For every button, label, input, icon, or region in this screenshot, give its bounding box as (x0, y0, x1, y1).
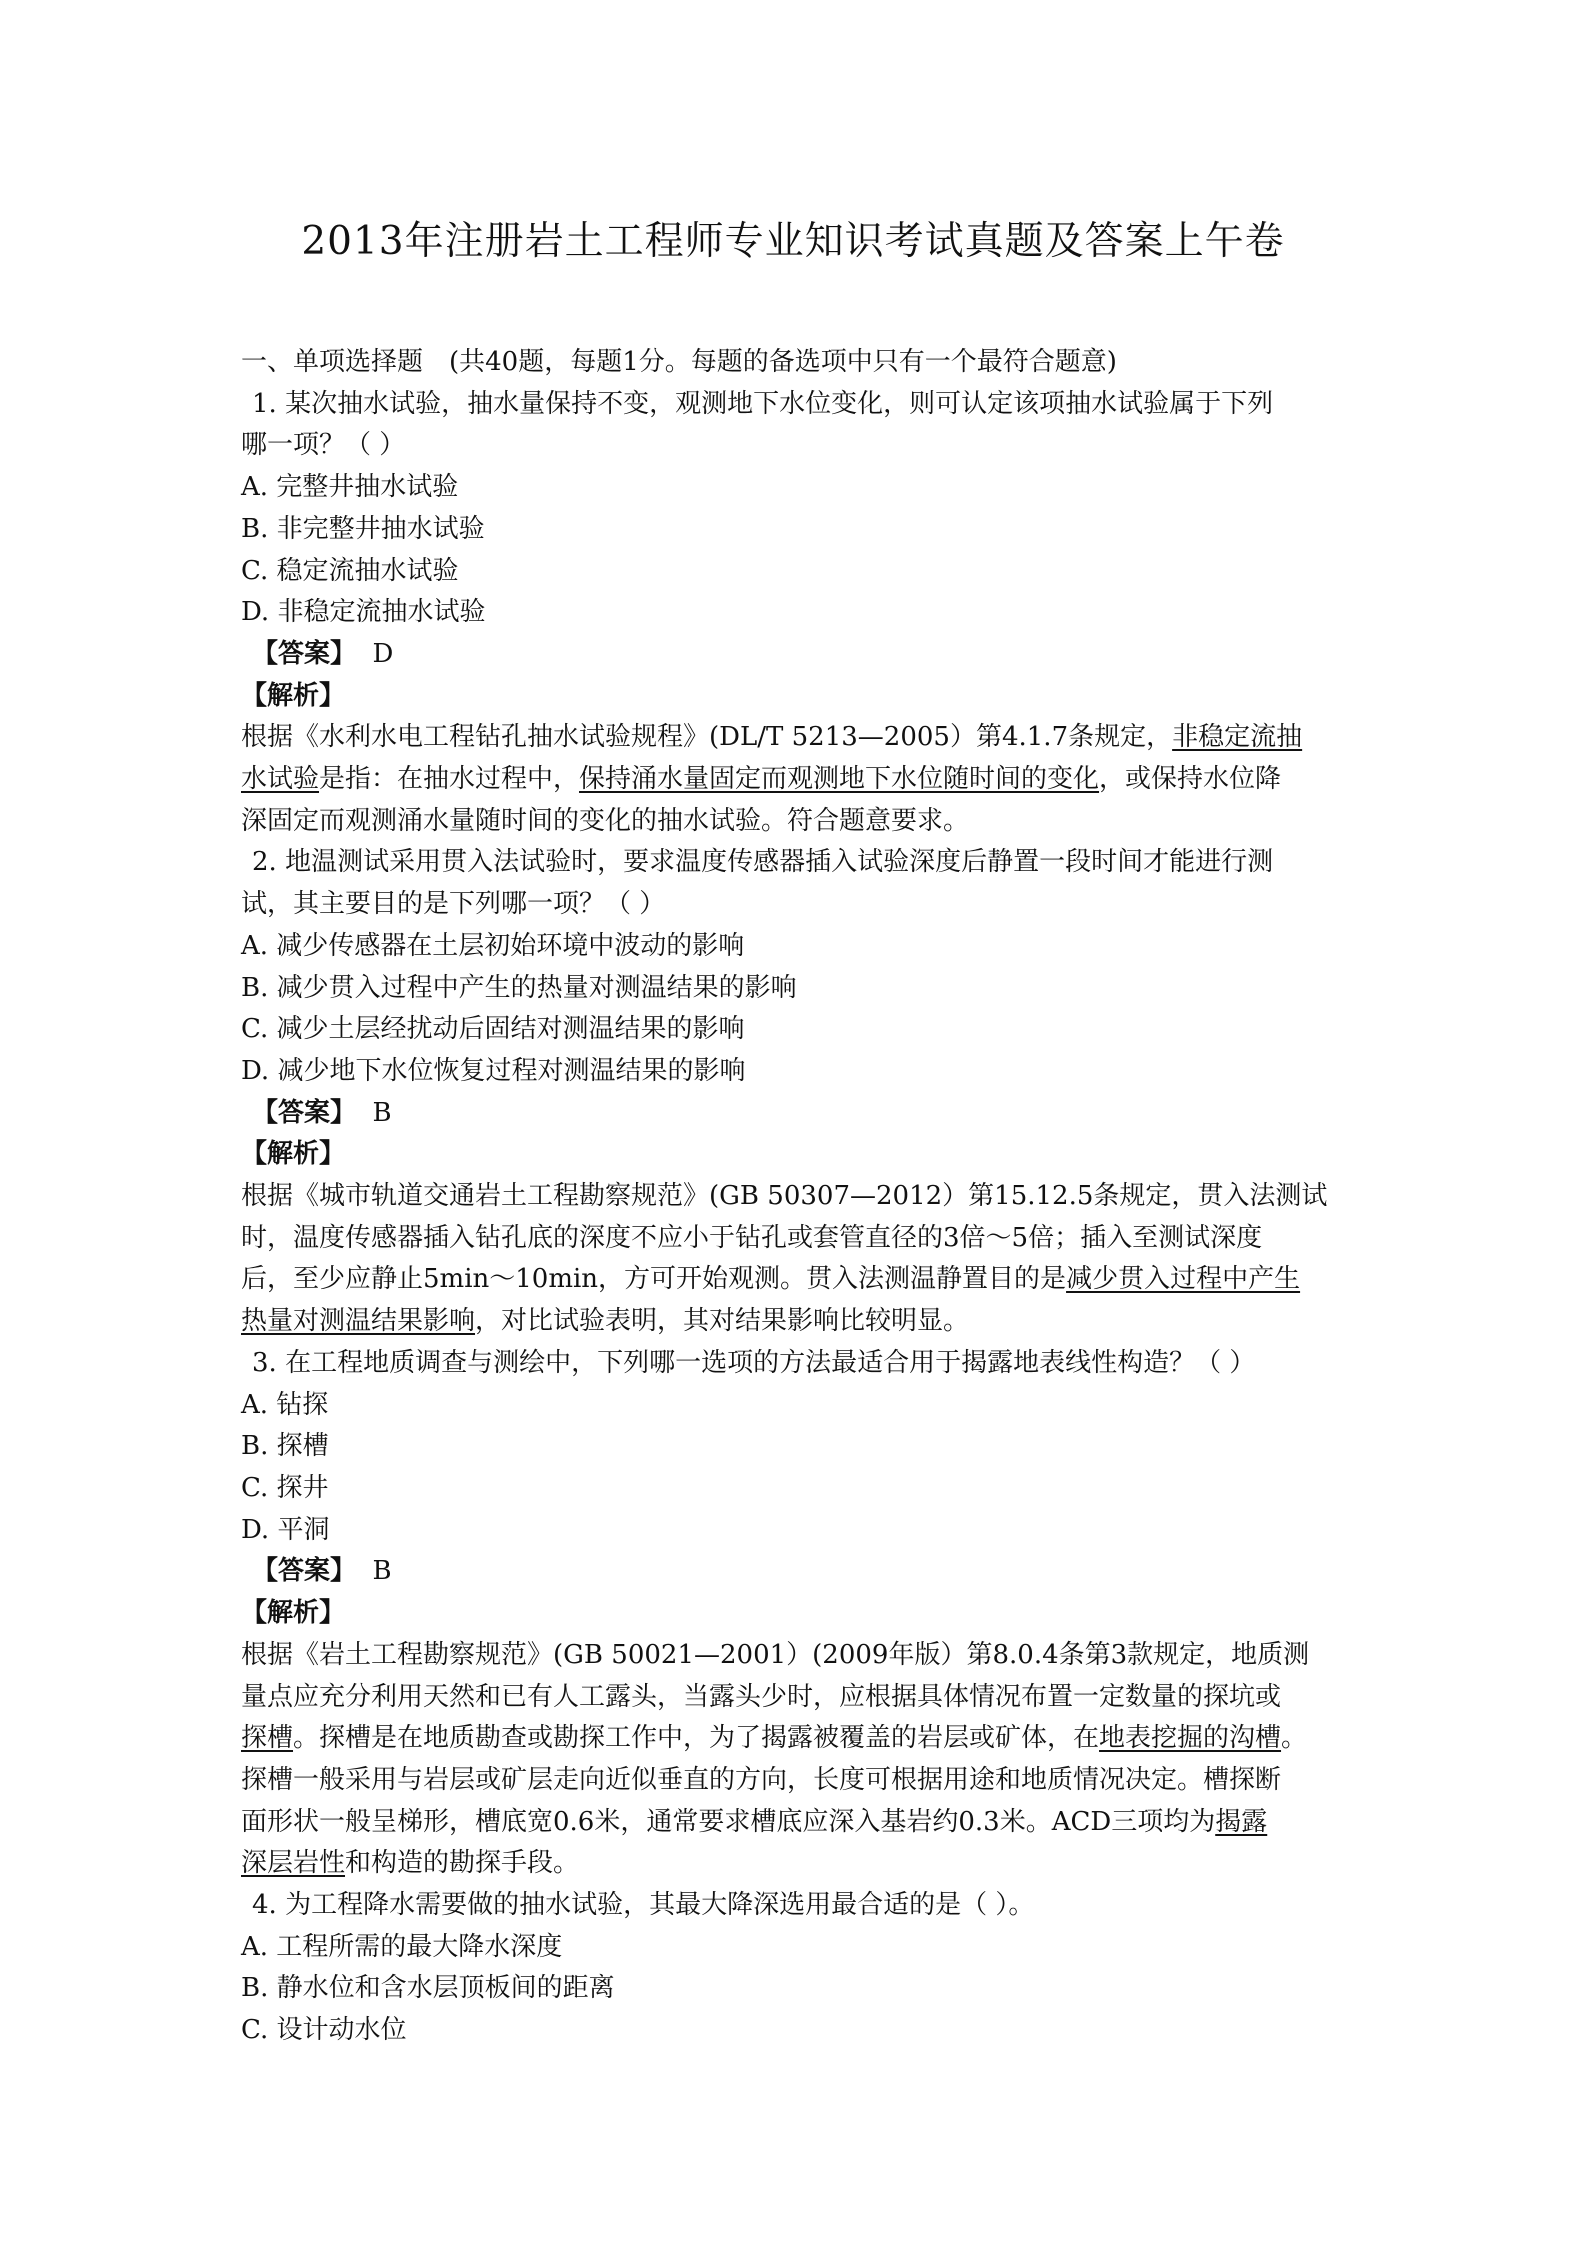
q3-analysis-line1: 根据《岩土工程勘察规范》(GB 50021—2001）(2009年版）第8.0.4条第3款规定，地质测 (241, 1639, 1310, 1670)
answer-label: 【答案】 (252, 1556, 357, 1587)
q3-analysis-line3 (241, 1718, 1351, 1760)
underlined-text: 水试验 (241, 764, 320, 795)
q2-option-d: D. 减少地下水位恢复过程对测温结果的影响 (241, 1055, 746, 1086)
answer-label: 【答案】 (252, 638, 357, 669)
q1-analysis-line3: 深固定而观测涌水量随时间的变化的抽水试验。符合题意要求。 (241, 805, 970, 836)
text-span: 是指：在抽水过程中， (319, 764, 580, 795)
q1-stem-line2: 哪一项？（ ） (241, 430, 406, 461)
q3-analysis-label: 【解析】 (241, 1598, 346, 1629)
q2-analysis-line4 (241, 1301, 1351, 1343)
q2-stem-line1: 2. 地温测试采用贯入法试验时，要求温度传感器插入试验深度后静置一段时间才能进行测 (252, 847, 1274, 878)
underlined-text: 减少贯入过程中产生 (1066, 1264, 1301, 1295)
page-title: 2013年注册岩土工程师专业知识考试真题及答案上午卷 (301, 219, 1285, 264)
q3-option-b: B. 探槽 (241, 1431, 329, 1462)
q4-option-a: A. 工程所需的最大降水深度 (241, 1931, 563, 1962)
q1-option-a: A. 完整井抽水试验 (241, 472, 459, 503)
underlined-text: 地表挖掘的沟槽 (1099, 1723, 1282, 1754)
q1-answer (241, 634, 1351, 676)
q3-analysis-line2: 量点应充分利用天然和已有人工露头，当露头少时，应根据具体情况布置一定数量的探坑或 (241, 1681, 1282, 1712)
document-body (241, 342, 1351, 2052)
q4-stem-line1: 4. 为工程降水需要做的抽水试验，其最大降深选用最合适的是（ ）。 (252, 1890, 1035, 1921)
q3-stem-line1: 3. 在工程地质调查与测绘中，下列哪一选项的方法最适合用于揭露地表线性构造？（ ） (252, 1347, 1256, 1378)
q2-analysis-line2: 时，温度传感器插入钻孔底的深度不应小于钻孔或套管直径的3倍～5倍；插入至测试深度 (241, 1222, 1263, 1253)
q2-analysis-line3 (241, 1259, 1351, 1301)
q1-analysis-line2 (241, 759, 1351, 801)
q2-option-b: B. 减少贯入过程中产生的热量对测温结果的影响 (241, 972, 797, 1003)
q2-analysis-line1: 根据《城市轨道交通岩土工程勘察规范》(GB 50307—2012）第15.12.5条规定，贯入法测试 (241, 1181, 1328, 1212)
section-heading: 一、单项选择题 (共40题，每题1分。每题的备选项中只有一个最符合题意) (241, 347, 1117, 377)
q1-analysis-line1 (241, 717, 1351, 759)
underlined-text: 深层岩性 (241, 1848, 346, 1879)
q1-stem-line1: 1. 某次抽水试验，抽水量保持不变，观测地下水位变化，则可认定该项抽水试验属于下列 (252, 388, 1274, 419)
answer-value: D (372, 638, 394, 669)
underlined-text: 热量对测温结果影响 (241, 1306, 476, 1337)
answer-label: 【答案】 (252, 1097, 357, 1128)
q2-analysis-label: 【解析】 (241, 1139, 346, 1170)
underlined-text: 非稳定流抽 (1172, 722, 1303, 753)
q2-option-a: A. 减少传感器在土层初始环境中波动的影响 (241, 930, 745, 961)
q3-option-d: D. 平洞 (241, 1514, 330, 1545)
q3-option-a: A. 钻探 (241, 1389, 329, 1420)
q2-stem-line2: 试，其主要目的是下列哪一项？（ ） (241, 889, 666, 920)
underlined-text: 保持涌水量固定而观测地下水位随时间的变化 (579, 764, 1100, 795)
q3-option-c: C. 探井 (241, 1472, 329, 1503)
text-span: 。 (1281, 1723, 1308, 1754)
q4-option-b: B. 静水位和含水层顶板间的距离 (241, 1973, 615, 2004)
q3-analysis-line5 (241, 1802, 1351, 1844)
text-span: 。探槽是在地质勘查或勘探工作中，为了揭露被覆盖的岩层或矿体，在 (293, 1723, 1100, 1754)
answer-value: B (372, 1556, 392, 1587)
text-span: 面形状一般呈梯形，槽底宽0.6米，通常要求槽底应深入基岩约0.3米。ACD三项均为 (241, 1806, 1216, 1837)
text-span: 根据《水利水电工程钻孔抽水试验规程》(DL/T 5213—2005）第4.1.7条规定， (241, 722, 1173, 753)
underlined-text: 揭露 (1215, 1806, 1268, 1837)
text-span: ，对比试验表明，其对结果影响比较明显。 (475, 1306, 970, 1337)
q1-option-b: B. 非完整井抽水试验 (241, 513, 485, 544)
q3-analysis-line6 (241, 1843, 1351, 1885)
text-span: 和构造的勘探手段。 (345, 1848, 580, 1879)
q2-option-c: C. 减少土层经扰动后固结对测温结果的影响 (241, 1014, 745, 1045)
q4-option-c: C. 设计动水位 (241, 2015, 407, 2046)
q3-answer (241, 1551, 1351, 1593)
q2-answer (241, 1093, 1351, 1135)
q1-option-d: D. 非稳定流抽水试验 (241, 597, 486, 628)
text-span: ，或保持水位降 (1099, 764, 1282, 795)
q3-analysis-line4: 探槽一般采用与岩层或矿层走向近似垂直的方向，长度可根据用途和地质情况决定。槽探断 (241, 1764, 1282, 1795)
text-span: 后，至少应静止5min～10min，方可开始观测。贯入法测温静置目的是 (241, 1264, 1067, 1295)
q1-analysis-label: 【解析】 (241, 680, 346, 711)
underlined-text: 探槽 (241, 1723, 294, 1754)
q1-option-c: C. 稳定流抽水试验 (241, 555, 459, 586)
answer-value: B (372, 1097, 392, 1128)
